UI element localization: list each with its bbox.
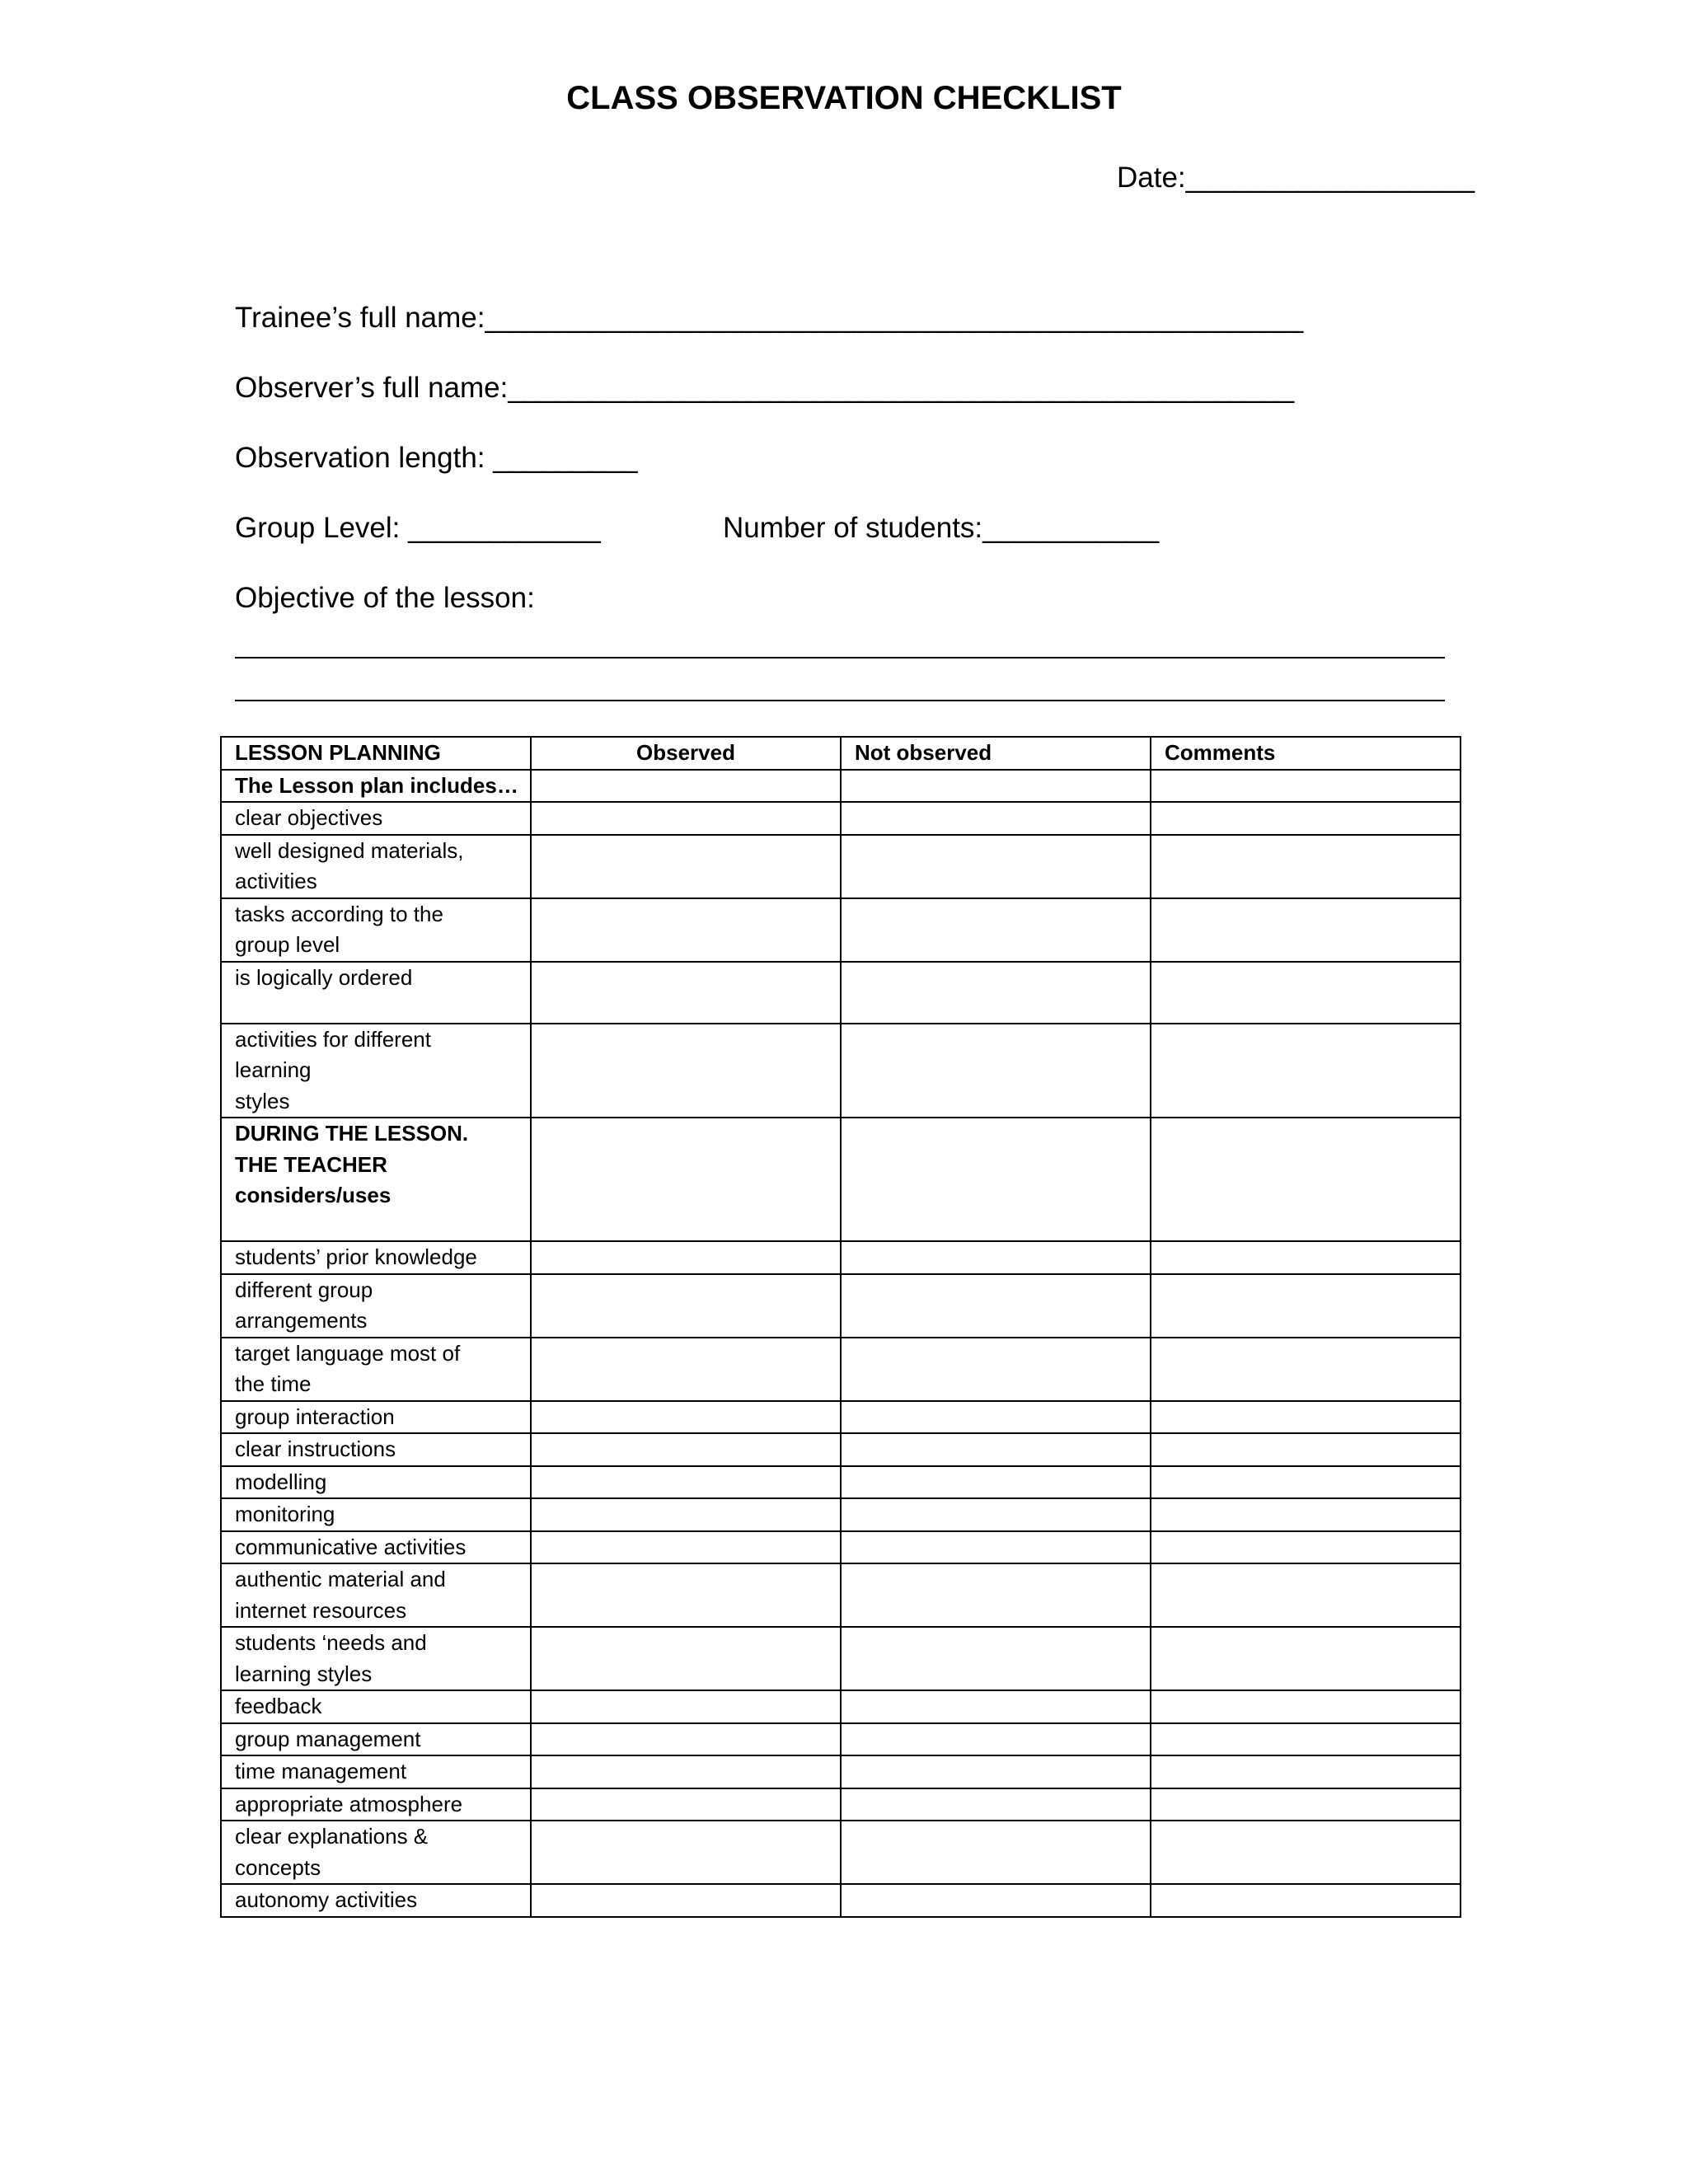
criterion-label: well designed materials, activities (221, 835, 531, 898)
table-row (221, 1241, 1461, 1274)
criterion-label: is logically ordered (221, 962, 531, 1024)
criterion-label: clear objectives (221, 802, 531, 835)
not-observed-cell[interactable] (841, 1821, 1151, 1884)
observed-cell[interactable] (531, 1821, 841, 1884)
table-row (221, 770, 1461, 803)
observed-cell[interactable] (531, 1338, 841, 1401)
criterion-label: feedback (221, 1690, 531, 1723)
comments-cell[interactable] (1151, 1338, 1461, 1401)
observed-cell[interactable] (531, 898, 841, 962)
table-row (221, 1627, 1461, 1690)
observed-cell[interactable] (531, 1755, 841, 1788)
not-observed-cell[interactable] (841, 1338, 1151, 1401)
comments-cell[interactable] (1151, 1433, 1461, 1466)
header-lesson-planning: LESSON PLANNING (221, 737, 531, 770)
objective-line-1[interactable] (235, 657, 1445, 658)
comments-cell[interactable] (1151, 1723, 1461, 1756)
table-row (221, 1338, 1461, 1401)
table-row (221, 1024, 1461, 1118)
observed-cell[interactable] (531, 1433, 841, 1466)
comments-cell[interactable] (1151, 1788, 1461, 1821)
comments-cell[interactable] (1151, 1401, 1461, 1434)
comments-cell[interactable] (1151, 1884, 1461, 1917)
date-field[interactable]: Date:__________________ (1117, 162, 1475, 194)
criterion-label: students ‘needs and learning styles (221, 1627, 531, 1690)
observed-cell[interactable] (531, 962, 841, 1024)
table-row (221, 1401, 1461, 1434)
comments-cell[interactable] (1151, 1498, 1461, 1531)
comments-cell[interactable] (1151, 1755, 1461, 1788)
table-row (221, 1274, 1461, 1338)
not-observed-cell[interactable] (841, 1466, 1151, 1499)
observed-cell[interactable] (531, 835, 841, 898)
observed-cell[interactable] (531, 1401, 841, 1434)
observed-cell[interactable] (531, 1690, 841, 1723)
criterion-label: communicative activities (221, 1531, 531, 1564)
observed-cell[interactable] (531, 1563, 841, 1627)
not-observed-cell[interactable] (841, 1498, 1151, 1531)
observation-table (220, 736, 1461, 1918)
table-row (221, 1433, 1461, 1466)
table-row (221, 835, 1461, 898)
criterion-label: group interaction (221, 1401, 531, 1434)
observed-cell[interactable] (531, 1723, 841, 1756)
comments-cell[interactable] (1151, 770, 1461, 803)
page-title: CLASS OBSERVATION CHECKLIST (566, 80, 1122, 116)
observed-cell[interactable] (531, 1884, 841, 1917)
header-not-observed: Not observed (841, 737, 1151, 770)
observed-cell[interactable] (531, 1531, 841, 1564)
not-observed-cell[interactable] (841, 1401, 1151, 1434)
not-observed-cell[interactable] (841, 1118, 1151, 1241)
criterion-label: group management (221, 1723, 531, 1756)
comments-cell[interactable] (1151, 1466, 1461, 1499)
table-row (221, 1723, 1461, 1756)
header-comments: Comments (1151, 737, 1461, 770)
not-observed-cell[interactable] (841, 1755, 1151, 1788)
table-row (221, 1466, 1461, 1499)
table-header-row (221, 737, 1461, 770)
not-observed-cell[interactable] (841, 1884, 1151, 1917)
not-observed-cell[interactable] (841, 1788, 1151, 1821)
comments-cell[interactable] (1151, 835, 1461, 898)
not-observed-cell[interactable] (841, 1690, 1151, 1723)
group-level-field[interactable]: Group Level: ____________ (235, 512, 601, 544)
table-row (221, 962, 1461, 1024)
table-row (221, 1755, 1461, 1788)
comments-cell[interactable] (1151, 1241, 1461, 1274)
not-observed-cell[interactable] (841, 1723, 1151, 1756)
comments-cell[interactable] (1151, 1627, 1461, 1690)
table-row (221, 1690, 1461, 1723)
comments-cell[interactable] (1151, 962, 1461, 1024)
observed-cell[interactable] (531, 802, 841, 835)
comments-cell[interactable] (1151, 802, 1461, 835)
criterion-label: authentic material and internet resources (221, 1563, 531, 1627)
observed-cell[interactable] (531, 1788, 841, 1821)
observed-cell[interactable] (531, 1627, 841, 1690)
comments-cell[interactable] (1151, 1531, 1461, 1564)
criterion-label: different group arrangements (221, 1274, 531, 1338)
comments-cell[interactable] (1151, 898, 1461, 962)
not-observed-cell[interactable] (841, 1241, 1151, 1274)
table-body (221, 770, 1461, 1917)
criterion-label: appropriate atmosphere (221, 1788, 531, 1821)
criterion-label: DURING THE LESSON. THE TEACHER considers/uses (221, 1118, 531, 1241)
not-observed-cell[interactable] (841, 1433, 1151, 1466)
not-observed-cell[interactable] (841, 1627, 1151, 1690)
observed-cell[interactable] (531, 1118, 841, 1241)
table-row (221, 1884, 1461, 1917)
observed-cell[interactable] (531, 1274, 841, 1338)
not-observed-cell[interactable] (841, 898, 1151, 962)
header-observed: Observed (531, 737, 841, 770)
criterion-label: clear explanations & concepts (221, 1821, 531, 1884)
comments-cell[interactable] (1151, 1274, 1461, 1338)
comments-cell[interactable] (1151, 1118, 1461, 1241)
observed-cell[interactable] (531, 1241, 841, 1274)
trainee-name-field[interactable]: Trainee’s full name:___________________________________________________ (235, 302, 1304, 334)
not-observed-cell[interactable] (841, 1274, 1151, 1338)
comments-cell[interactable] (1151, 1563, 1461, 1627)
criterion-label: autonomy activities (221, 1884, 531, 1917)
not-observed-cell[interactable] (841, 1563, 1151, 1627)
table-row (221, 1788, 1461, 1821)
table-row (221, 1563, 1461, 1627)
not-observed-cell[interactable] (841, 1024, 1151, 1118)
criterion-label: target language most of the time (221, 1338, 531, 1401)
not-observed-cell[interactable] (841, 770, 1151, 803)
table-row (221, 1118, 1461, 1241)
table-row (221, 1498, 1461, 1531)
criterion-label: activities for different learning styles (221, 1024, 531, 1118)
comments-cell[interactable] (1151, 1821, 1461, 1884)
table-row (221, 898, 1461, 962)
not-observed-cell[interactable] (841, 835, 1151, 898)
observed-cell[interactable] (531, 1024, 841, 1118)
criterion-label: clear instructions (221, 1433, 531, 1466)
table-row (221, 802, 1461, 835)
criterion-label: The Lesson plan includes… (221, 770, 531, 803)
observer-name-field[interactable]: Observer’s full name:_________________________________________________ (235, 372, 1295, 404)
table-row (221, 1821, 1461, 1884)
criterion-label: time management (221, 1755, 531, 1788)
objective-line-2[interactable] (235, 700, 1445, 701)
not-observed-cell[interactable] (841, 1531, 1151, 1564)
table-row (221, 1531, 1461, 1564)
observed-cell[interactable] (531, 1498, 841, 1531)
number-of-students-field[interactable]: Number of students:___________ (723, 512, 1160, 544)
observed-cell[interactable] (531, 1466, 841, 1499)
comments-cell[interactable] (1151, 1024, 1461, 1118)
observation-length-field[interactable]: Observation length: _________ (235, 442, 638, 474)
criterion-label: modelling (221, 1466, 531, 1499)
comments-cell[interactable] (1151, 1690, 1461, 1723)
criterion-label: tasks according to the group level (221, 898, 531, 962)
not-observed-cell[interactable] (841, 962, 1151, 1024)
objective-label: Objective of the lesson: (235, 582, 535, 614)
observed-cell[interactable] (531, 770, 841, 803)
criterion-label: students’ prior knowledge (221, 1241, 531, 1274)
criterion-label: monitoring (221, 1498, 531, 1531)
not-observed-cell[interactable] (841, 802, 1151, 835)
